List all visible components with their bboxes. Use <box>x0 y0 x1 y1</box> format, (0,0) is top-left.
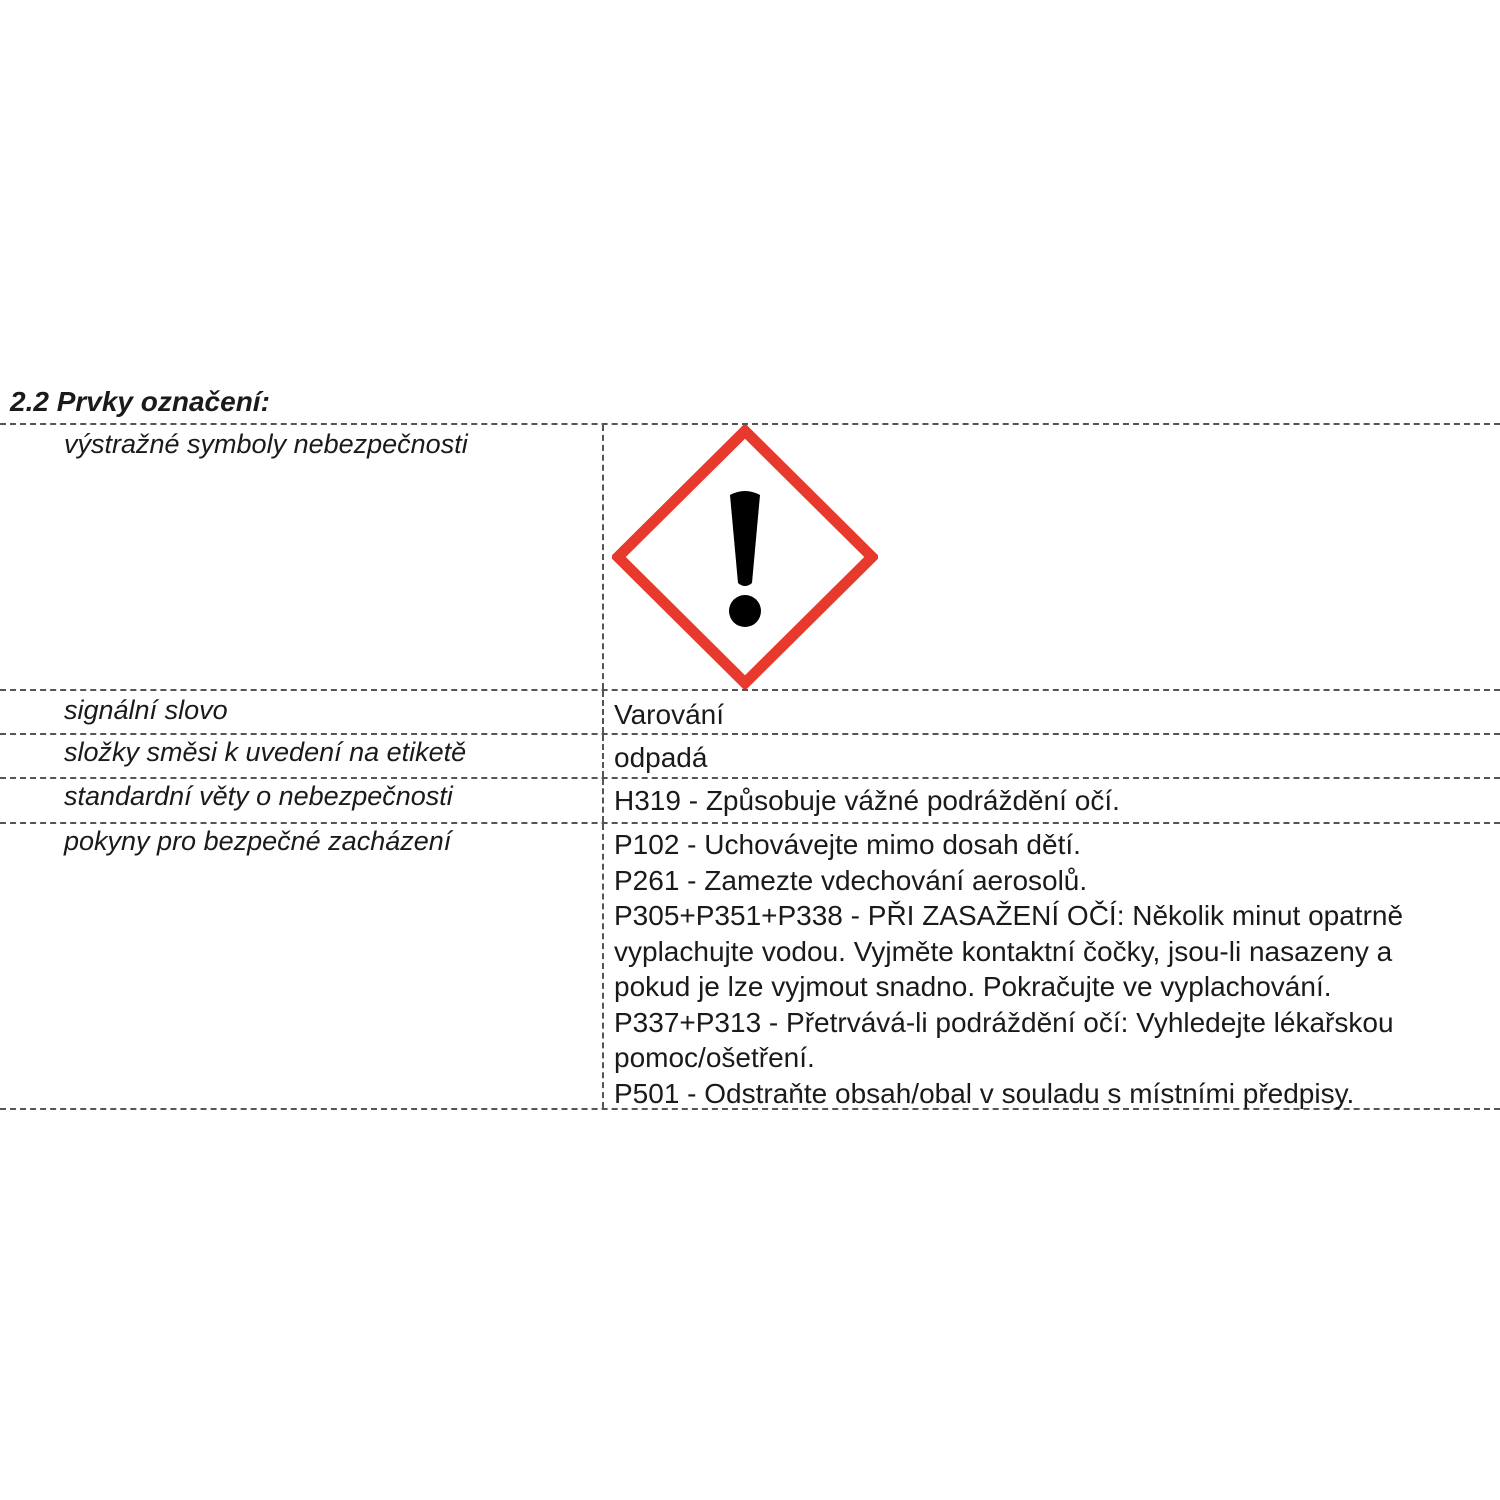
precautionary-line: P261 - Zamezte vdechování aerosolů. <box>614 864 1088 896</box>
precautionary-line: P102 - Uchovávejte mimo dosah dětí. <box>614 829 1081 860</box>
label-elements-table <box>0 423 1500 1110</box>
precautionary-line: P337+P313 - Přetrvává-li podráždění očí: Vyhledejte lékařskou <box>614 1006 1394 1038</box>
precautionary-line: vyplachujte vodou. Vyjměte kontaktní čočky, jsou-li nasazeny a <box>614 935 1393 967</box>
value-precautionary <box>604 824 1500 1108</box>
table-row-precautionary <box>0 824 1500 1110</box>
section-title: 2.2 Prvky označení: <box>10 386 270 417</box>
ghs07-exclamation-mark-icon <box>612 425 878 689</box>
precautionary-line: pomoc/ošetření. <box>614 1042 815 1073</box>
value-hazard-statements: H319 - Způsobuje vážné podráždění očí. <box>614 785 1120 816</box>
value-hazard-symbols <box>604 425 1500 689</box>
precautionary-line: P501 - Odstraňte obsah/obal v souladu s místními předpisy. <box>614 1077 1355 1109</box>
label-signal-word: signální slovo <box>0 691 604 733</box>
label-precautionary: pokyny pro bezpečné zacházení <box>0 824 604 1108</box>
precautionary-line: P305+P351+P338 - PŘI ZASAŽENÍ OČÍ: Několik minut opatrně <box>614 900 1404 931</box>
table-row-symbols <box>0 425 1500 691</box>
label-hazard-symbols: výstražné symboly nebezpečnosti <box>0 425 604 689</box>
label-components: složky směsi k uvedení na etiketě <box>0 735 604 777</box>
table-row-components <box>0 735 1500 779</box>
table-row-signal-word <box>0 691 1500 735</box>
value-components: odpadá <box>614 742 708 773</box>
value-signal-word: Varování <box>614 699 724 730</box>
label-hazard-statements: standardní věty o nebezpečnosti <box>0 779 604 822</box>
table-row-hazard-statements <box>0 779 1500 824</box>
precautionary-line: pokud je lze vyjmout snadno. Pokračujte ve vyplachování. <box>614 971 1332 1002</box>
